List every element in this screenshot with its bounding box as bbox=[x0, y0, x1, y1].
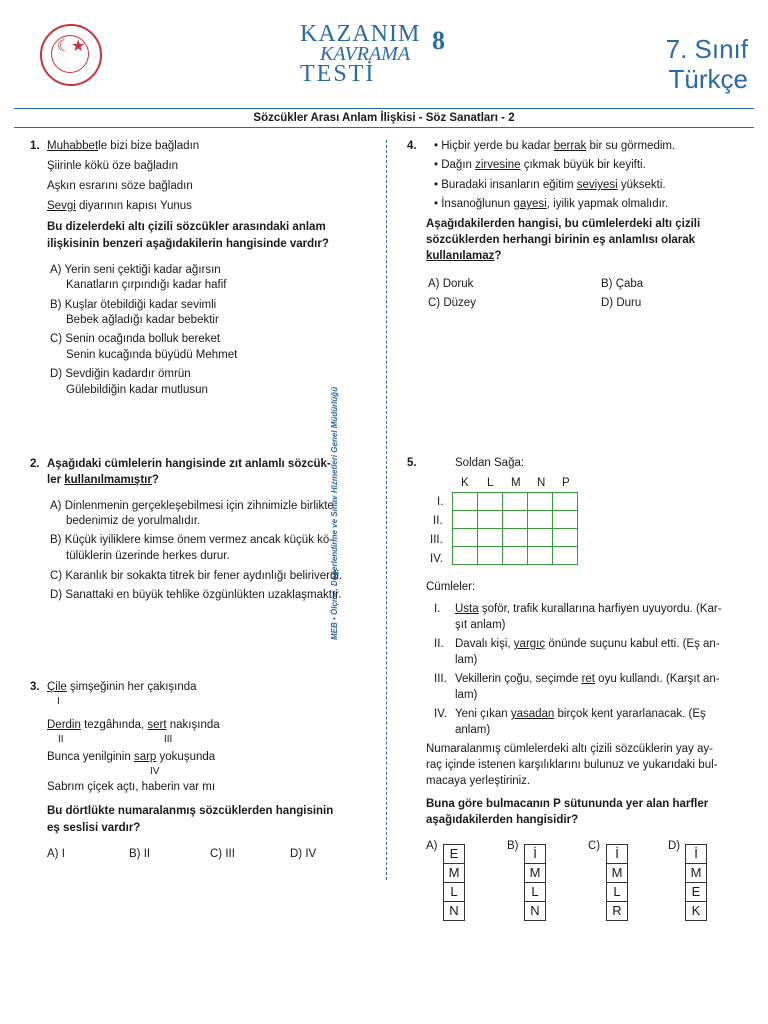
q1-underlined-word: Muhabbet bbox=[47, 140, 99, 152]
q1-option-a[interactable] bbox=[50, 264, 221, 276]
grid-cell[interactable] bbox=[528, 493, 553, 511]
q2-option-a[interactable] bbox=[50, 500, 334, 512]
q4-bullet-text: yüksekti. bbox=[617, 179, 666, 191]
option-text: Kuşlar ötebildiği kadar sevimli bbox=[64, 299, 217, 311]
option-label: D) bbox=[601, 297, 614, 309]
answer-letter: R bbox=[612, 903, 622, 918]
grid-col-label: N bbox=[537, 477, 546, 489]
q1-option-b-line2: Bebek ağladığı kadar bebektir bbox=[66, 314, 219, 326]
q5-paragraph: macaya yerleştiriniz. bbox=[426, 775, 531, 787]
option-text: Senin ocağında bolluk bereket bbox=[65, 333, 221, 345]
q4-bullet-text: Buradaki insanların eğitim bbox=[441, 179, 577, 191]
q5-number: 5. bbox=[407, 457, 417, 469]
grid-row-label: III. bbox=[430, 534, 443, 546]
q5-option-c-label[interactable]: C) bbox=[588, 840, 601, 852]
answer-letter: L bbox=[444, 883, 464, 902]
option-text: Duru bbox=[616, 297, 642, 309]
option-text: Düzey bbox=[443, 297, 476, 309]
option-text: II bbox=[143, 848, 151, 860]
side-caption: MEB • Ölçme, Değerlendirme ve Sınav Hizmetleri Genel Müdürlüğü bbox=[330, 386, 339, 640]
q5-option-d-label[interactable]: D) bbox=[668, 840, 681, 852]
q5-paragraph: raç içinde istenen karşılıklarını bulunuz ve yukarıdaki bul- bbox=[426, 759, 718, 771]
grid-cell[interactable] bbox=[453, 493, 478, 511]
answer-letter: İ bbox=[525, 845, 545, 864]
grid-col-label: L bbox=[487, 477, 494, 489]
q5-sentence-text: önünde suçunu kabul etti. (Eş an- bbox=[545, 638, 720, 650]
answer-letter: M bbox=[525, 864, 545, 883]
option-text: I bbox=[61, 848, 65, 860]
grid-cell[interactable] bbox=[478, 547, 503, 565]
answer-letter: M bbox=[607, 864, 627, 883]
q5-sentence-number: IV. bbox=[434, 708, 448, 720]
q3-underlined-word: sert bbox=[147, 719, 167, 731]
option-text: Çaba bbox=[615, 278, 644, 290]
q1-poem-line bbox=[47, 180, 193, 192]
q5-sentence-text: Vekillerin çoğu, seçimde bbox=[455, 673, 582, 685]
option-label: C) bbox=[50, 570, 63, 582]
q3-marker: IV bbox=[150, 766, 160, 777]
option-label: D) bbox=[50, 368, 63, 380]
grid-cell[interactable] bbox=[503, 511, 528, 529]
grid-cell[interactable] bbox=[528, 547, 553, 565]
q4-underlined-word: berrak bbox=[553, 140, 587, 152]
grid-cell[interactable] bbox=[553, 493, 578, 511]
q4-bullet-text: Hiçbir yerde bu kadar bbox=[441, 140, 554, 152]
q5-sentence bbox=[455, 673, 720, 685]
q4-option-b[interactable] bbox=[601, 278, 643, 290]
option-label: B) bbox=[50, 534, 62, 546]
q4-underlined-word: zirvesine bbox=[475, 159, 521, 171]
q1-line-text: le bizi bize bağladın bbox=[98, 140, 200, 152]
grid-cell[interactable] bbox=[553, 511, 578, 529]
grid-cell[interactable] bbox=[503, 529, 528, 547]
q4-stem-underlined: kullanılamaz bbox=[426, 250, 495, 262]
q5-sentence bbox=[455, 708, 706, 720]
ministry-logo: ☾★ bbox=[40, 24, 102, 86]
q3-poem-line bbox=[47, 751, 215, 763]
q4-option-d[interactable] bbox=[601, 297, 641, 309]
answer-letter: M bbox=[686, 864, 706, 883]
q1-option-d[interactable] bbox=[50, 368, 191, 380]
q5-sentence-number: II. bbox=[434, 638, 444, 650]
grid-col-label: P bbox=[562, 477, 570, 489]
grid-cell[interactable] bbox=[553, 529, 578, 547]
q3-underlined-word: Derdin bbox=[47, 719, 81, 731]
q4-bullet: • Buradaki insanların eğitim seviyesi yüksekti. bbox=[434, 179, 666, 191]
option-label: B) bbox=[129, 848, 141, 860]
grid-cell[interactable] bbox=[453, 547, 478, 565]
brand-line-2: KAVRAMA bbox=[320, 43, 411, 65]
q1-poem-line bbox=[47, 140, 199, 152]
grade-label: 7. Sınıf bbox=[665, 34, 748, 64]
q1-option-d-line2: Gülebildiğin kadar mutlusun bbox=[66, 384, 208, 396]
q1-option-c-line2: Senin kucağında büyüdü Mehmet bbox=[66, 349, 238, 361]
q5-sentence-number: III. bbox=[434, 673, 447, 685]
q4-stem: sözcüklerden herhangi birinin eş anlamlısı olarak bbox=[426, 234, 696, 246]
q5-sentence-text: birçok kent yararlanacak. (Eş bbox=[554, 708, 706, 720]
grid-row-label: IV. bbox=[430, 553, 444, 565]
option-text: Yerin seni çektiği kadar ağırsın bbox=[64, 264, 221, 276]
q3-option-c[interactable] bbox=[210, 848, 235, 860]
grid-cell[interactable] bbox=[528, 511, 553, 529]
answer-letter: L bbox=[525, 883, 545, 902]
q3-option-b[interactable] bbox=[129, 848, 150, 860]
q4-bullet: • Dağın zirvesine çıkmak büyük bir keyifti. bbox=[434, 159, 646, 171]
answer-letter: K bbox=[691, 903, 701, 918]
q5-stem: aşağıdakilerden hangisidir? bbox=[426, 814, 579, 826]
q5-sentence-cont: şıt anlam) bbox=[455, 619, 506, 631]
option-text: III bbox=[225, 848, 235, 860]
q3-underlined-word: Çile bbox=[47, 681, 67, 693]
q3-poem-line: Sabrım çiçek açtı, haberin var mı bbox=[47, 781, 216, 793]
q3-option-a[interactable] bbox=[47, 848, 65, 860]
option-label: C) bbox=[50, 333, 63, 345]
q5-sentence-text: şoför, trafik kurallarına harfiyen uyuyordu. (Kar- bbox=[478, 603, 722, 615]
grid-cell[interactable] bbox=[478, 529, 503, 547]
brand-line-3: TESTİ bbox=[300, 61, 376, 87]
q1-line-text: Şiirinle kökü öze bağladın bbox=[47, 160, 179, 172]
q5-option-c[interactable] bbox=[606, 844, 628, 921]
q3-line-text: nakışında bbox=[166, 719, 220, 731]
q1-option-c[interactable] bbox=[50, 333, 220, 345]
q5-option-d[interactable] bbox=[685, 844, 707, 921]
q2-option-b[interactable] bbox=[50, 534, 333, 546]
q4-stem-mark: ? bbox=[494, 250, 502, 262]
option-label: B) bbox=[50, 299, 62, 311]
q4-stem bbox=[426, 250, 501, 262]
q1-stem: ilişkisinin benzeri aşağıdakilerin hangisinde vardır? bbox=[47, 238, 329, 250]
answer-letter: M bbox=[444, 864, 464, 883]
q5-option-b-label[interactable]: B) bbox=[507, 840, 519, 852]
option-label: D) bbox=[50, 589, 63, 601]
grid-cell[interactable] bbox=[453, 529, 478, 547]
test-number: 8 bbox=[432, 26, 445, 55]
q4-number: 4. bbox=[407, 140, 417, 152]
option-label: A) bbox=[50, 264, 62, 276]
q1-option-b[interactable] bbox=[50, 299, 216, 311]
q5-paragraph: Numaralanmış cümlelerdeki altı çizili sözcüklerin yay ay- bbox=[426, 743, 713, 755]
q5-underlined-word: ret bbox=[581, 673, 595, 685]
q5-underlined-word: Usta bbox=[455, 603, 479, 615]
option-text: Sanattaki en büyük tehlike özgünlükten uzaklaşmaktır. bbox=[65, 589, 342, 601]
q3-stem: eş seslisi vardır? bbox=[47, 822, 141, 834]
q5-sentence-text: Yeni çıkan bbox=[455, 708, 511, 720]
option-label: A) bbox=[47, 848, 59, 860]
grid-cell[interactable] bbox=[553, 547, 578, 565]
option-text: Karanlık bir sokakta titrek bir fener aydınlığı beliriverdi. bbox=[65, 570, 343, 582]
grid-cell[interactable] bbox=[453, 511, 478, 529]
q2-number: 2. bbox=[30, 458, 40, 470]
option-text: IV bbox=[305, 848, 317, 860]
answer-letter: İ bbox=[686, 845, 706, 864]
q4-option-a[interactable] bbox=[428, 278, 473, 290]
topic-title: Sözcükler Arası Anlam İlişkisi - Söz Sanatları - 2 bbox=[14, 108, 754, 128]
q5-sentence-number: I. bbox=[434, 603, 441, 615]
subject-label: Türkçe bbox=[668, 64, 748, 94]
q4-bullet-text: , iyilik yapmak olmalıdır. bbox=[546, 198, 669, 210]
q5-underlined-word: yasadan bbox=[510, 708, 555, 720]
q1-number: 1. bbox=[30, 140, 40, 152]
q4-option-c[interactable] bbox=[428, 297, 476, 309]
q5-sentence bbox=[455, 638, 720, 650]
grid-row-label: II. bbox=[433, 515, 443, 527]
grid-cell[interactable] bbox=[478, 511, 503, 529]
answer-letter: N bbox=[530, 903, 540, 918]
q4-underlined-word: gayesi bbox=[513, 198, 547, 210]
q1-line-text: Aşkın esrarını söze bağladın bbox=[47, 180, 193, 192]
q2-stem: Aşağıdaki cümlelerin hangisinde zıt anlamlı sözcük- bbox=[47, 458, 331, 470]
q5-sentence-cont: anlam) bbox=[455, 724, 491, 736]
q2-option-b-line2: tülüklerin üzerinde herkes durur. bbox=[66, 550, 230, 562]
option-text: Dinlenmenin gerçekleşebilmesi için zihnimizle birlikte bbox=[64, 500, 334, 512]
q3-line-text: Bunca yenilginin bbox=[47, 751, 134, 763]
q1-option-a-line2: Kanatların çırpındığı kadar hafif bbox=[66, 279, 227, 291]
q3-line-text: tezgâhında, bbox=[80, 719, 148, 731]
q2-option-d[interactable] bbox=[50, 589, 342, 601]
q4-bullet-text: çıkmak büyük bir keyifti. bbox=[520, 159, 646, 171]
q2-stem-mark: ? bbox=[151, 474, 159, 486]
q3-stem: Bu dörtlükte numaralanmış sözcüklerden hangisinin bbox=[47, 805, 334, 817]
q4-underlined-word: seviyesi bbox=[576, 179, 618, 191]
q2-stem-underlined: kullanılmamıştır bbox=[64, 474, 152, 486]
q1-poem-line bbox=[47, 160, 178, 172]
option-text: Küçük iyiliklere kimse önem vermez ancak küçük kö- bbox=[64, 534, 334, 546]
q3-poem-line bbox=[47, 719, 220, 731]
puzzle-grid bbox=[452, 492, 578, 565]
answer-letter: L bbox=[607, 883, 627, 902]
answer-letter: E bbox=[686, 883, 706, 902]
brand-logo bbox=[300, 21, 421, 87]
q5-stem: Buna göre bulmacanın P sütununda yer alan harfler bbox=[426, 798, 709, 810]
column-divider bbox=[386, 140, 387, 880]
q5-direction: Soldan Sağa: bbox=[455, 457, 525, 469]
brand-line-1: KAZANIM bbox=[300, 21, 421, 47]
option-label: D) bbox=[290, 848, 303, 860]
grid-cell[interactable] bbox=[528, 529, 553, 547]
q5-option-b[interactable] bbox=[524, 844, 546, 921]
q5-sentence-text: Davalı kişi, bbox=[455, 638, 514, 650]
grade-subject bbox=[666, 34, 748, 94]
q3-line-text: şimşeğinin her çakışında bbox=[66, 681, 197, 693]
q5-sentences-label: Cümleler: bbox=[426, 581, 476, 593]
q1-poem-line bbox=[47, 200, 192, 212]
option-label: C) bbox=[210, 848, 223, 860]
q5-sentence-cont: lam) bbox=[455, 689, 478, 701]
q5-option-a-label[interactable]: A) bbox=[426, 840, 438, 852]
q4-bullet-text: İnsanoğlunun bbox=[441, 198, 514, 210]
q4-bullet: • Hiçbir yerde bu kadar berrak bir su görmedim. bbox=[434, 140, 676, 152]
q4-bullet: • İnsanoğlunun gayesi, iyilik yapmak olmalıdır. bbox=[434, 198, 669, 210]
q1-underlined-word: Sevgi bbox=[47, 200, 76, 212]
option-label: C) bbox=[428, 297, 441, 309]
q1-stem: Bu dizelerdeki altı çizili sözcükler arasındaki anlam bbox=[47, 221, 326, 233]
q3-underlined-word: sarp bbox=[133, 751, 157, 763]
q3-marker: III bbox=[164, 734, 173, 745]
grid-cell[interactable] bbox=[503, 547, 528, 565]
grid-col-label: K bbox=[461, 477, 469, 489]
q5-sentence-text: oyu kullandı. (Karşıt an- bbox=[594, 673, 720, 685]
q5-sentence-cont: lam) bbox=[455, 654, 478, 666]
option-text: Sevdiğin kadardır ömrün bbox=[65, 368, 191, 380]
q1-line-text: diyarının kapısı Yunus bbox=[75, 200, 192, 212]
option-text: Doruk bbox=[442, 278, 474, 290]
grid-row-label: I. bbox=[437, 496, 444, 508]
q2-stem-text: ler bbox=[47, 474, 65, 486]
q4-stem: Aşağıdakilerden hangisi, bu cümlelerdeki altı çizili bbox=[426, 218, 701, 230]
q2-stem bbox=[47, 474, 159, 486]
q2-option-c[interactable] bbox=[50, 570, 342, 582]
q4-bullet-text: bir su görmedim. bbox=[586, 140, 676, 152]
option-label: A) bbox=[428, 278, 440, 290]
q3-poem-line bbox=[47, 681, 197, 693]
q5-underlined-word: yargıç bbox=[513, 638, 546, 650]
q3-number: 3. bbox=[30, 681, 40, 693]
grid-cell[interactable] bbox=[478, 493, 503, 511]
option-label: B) bbox=[601, 278, 613, 290]
q3-line-text: yokuşunda bbox=[156, 751, 216, 763]
q3-option-d[interactable] bbox=[290, 848, 316, 860]
grid-col-label: M bbox=[511, 477, 521, 489]
q2-option-a-line2: bedenimiz de yorulmalıdır. bbox=[66, 515, 201, 527]
option-label: A) bbox=[50, 500, 62, 512]
answer-letter: N bbox=[449, 903, 459, 918]
q4-bullet-text: Dağın bbox=[441, 159, 476, 171]
q3-marker: II bbox=[58, 734, 64, 745]
grid-cell[interactable] bbox=[503, 493, 528, 511]
q3-marker: I bbox=[57, 696, 60, 707]
answer-letter: İ bbox=[607, 845, 627, 864]
q5-option-a[interactable] bbox=[443, 844, 465, 921]
answer-letter: E bbox=[444, 845, 464, 864]
q5-sentence bbox=[455, 603, 722, 615]
